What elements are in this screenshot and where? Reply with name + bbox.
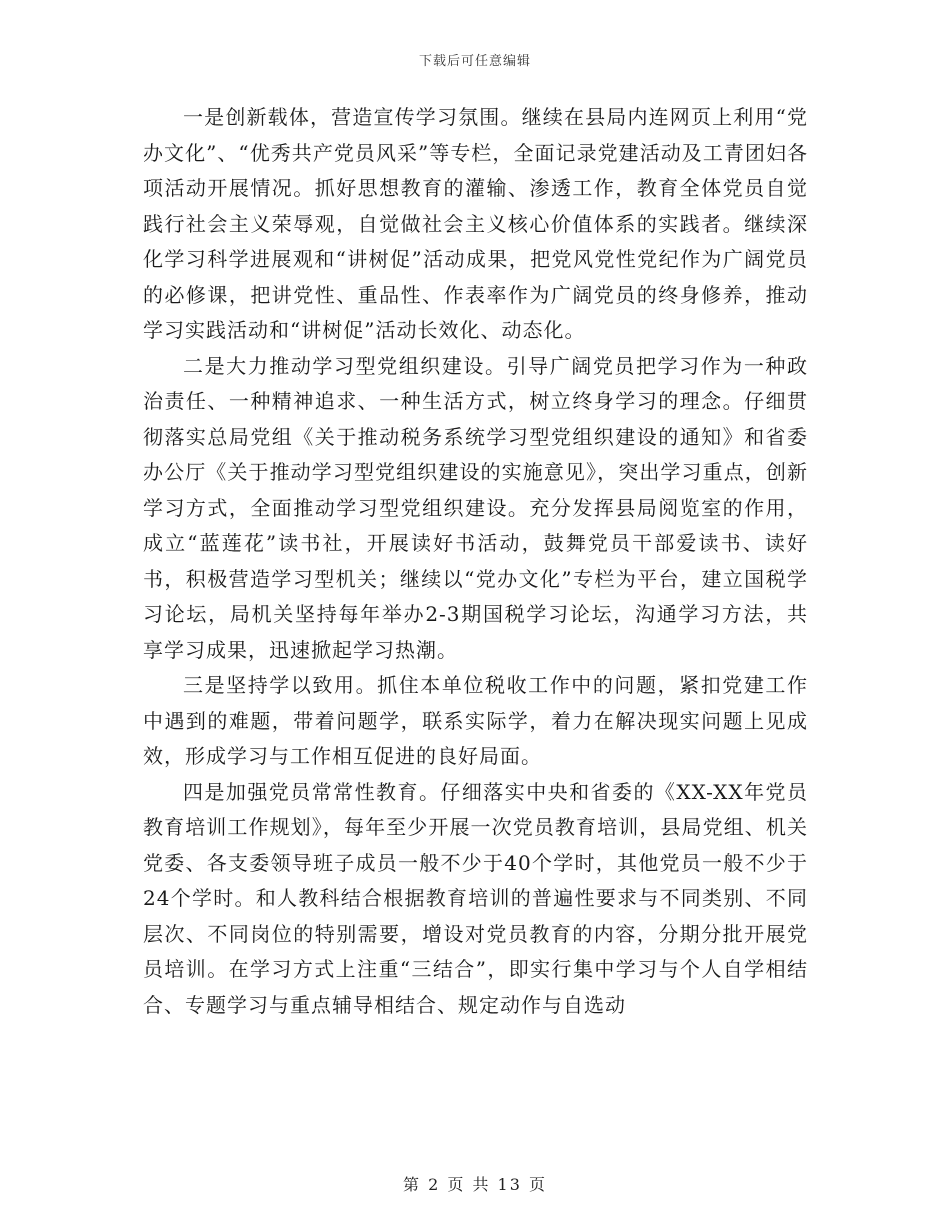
page-header-note: 下载后可任意编辑 [418, 54, 531, 69]
document-body [143, 100, 808, 1023]
paragraph-1: 一是创新载体，营造宣传学习氛围。继续在县局内连网页上利用“党办文化”、“优秀共产党员风采”等专栏，全面记录党建活动及工青团妇各项活动开展情况。抓好思想教育的灌输、渗透工作，教育全体党员自觉践行社会主义荣辱观，自觉做社会主义核心价值体系的实践者。继续深化学习科学进展观和“讲树促”活动成果，把党风党性党纪作为广阔党员的必修课，把讲党性、重品性、作表率作为广阔党员的终身修养，推动学习实践活动和“讲树促”活动长效化、动态化。 [143, 105, 808, 342]
paragraph-3: 三是坚持学以致用。抓住本单位税收工作中的问题，紧扣党建工作中遇到的难题，带着问题学，联系实际学，着力在解决现实问题上见成效，形成学习与工作相互促进的良好局面。 [143, 673, 808, 768]
paragraph-2: 二是大力推动学习型党组织建设。引导广阔党员把学习作为一种政治责任、一种精神追求、一种生活方式，树立终身学习的理念。仔细贯彻落实总局党组《关于推动税务系统学习型党组织建设的通知》和省委办公厅《关于推动学习型党组织建设的实施意见》，突出学习重点，创新学习方式，全面推动学习型党组织建设。充分发挥县局阅览室的作用，成立“蓝莲花”读书社，开展读好书活动，鼓舞党员干部爱读书、读好书，积极营造学习型机关；继续以“党办文化”专栏为平台，建立国税学习论坛，局机关坚持每年举办2-3期国税学习论坛，沟通学习方法，共享学习成果，迅速掀起学习热潮。 [143, 353, 808, 662]
page-number-footer: 第 2 页 共 13 页 [403, 1175, 547, 1194]
paragraph-4: 四是加强党员常常性教育。仔细落实中央和省委的《XX-XX年党员教育培训工作规划》，每年至少开展一次党员教育培训，县局党组、机关党委、各支委领导班子成员一般不少于40个学时，其他党员一般不少于24个学时。和人教科结合根据教育培训的普遍性要求与不同类别、不同层次、不同岗位的特别需要，增设对党员教育的内容，分期分批开展党员培训。在学习方式上注重“三结合”，即实行集中学习与个人自学相结合、专题学习与重点辅导相结合、规定动作与自选动 [143, 779, 808, 1017]
